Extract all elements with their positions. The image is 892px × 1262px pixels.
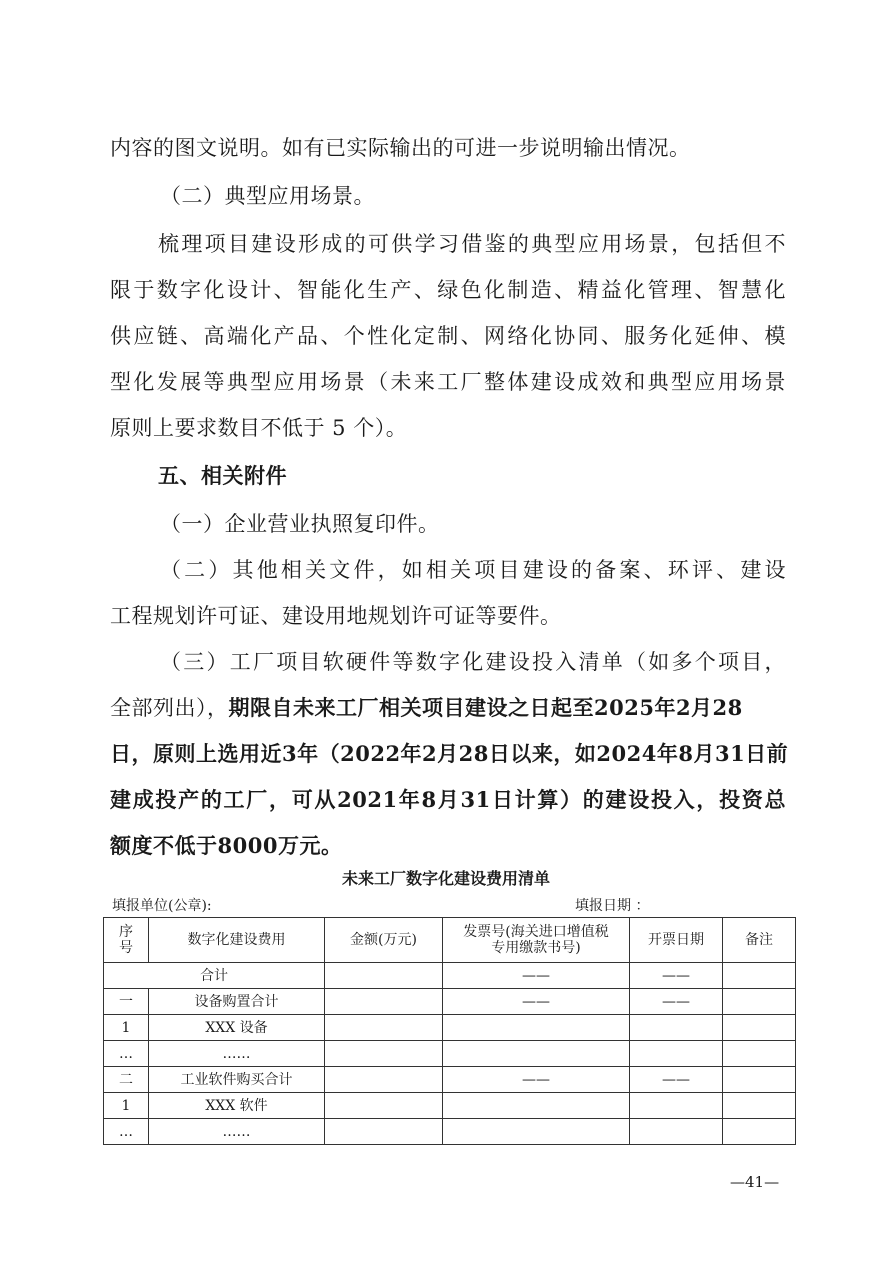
paragraph-bold-line: 日，原则上选用近3年（2022年2月28日以来，如2024年8月31日前 bbox=[110, 741, 789, 766]
paragraph-line: 内容的图文说明。如有已实际输出的可进一步说明输出情况。 bbox=[110, 136, 691, 160]
date-label: 填报日期 ： bbox=[575, 898, 650, 914]
paragraph-bold-text: 期限自未来工厂相关项目建设之日起至2025年2月28 bbox=[228, 695, 743, 720]
cell-invoice: —— bbox=[443, 1067, 630, 1093]
header-note: 备注 bbox=[723, 918, 796, 963]
total-invoice: —— bbox=[443, 963, 630, 989]
section-heading: 五、相关附件 bbox=[158, 463, 287, 488]
table-row bbox=[104, 1015, 796, 1041]
paragraph-line: 供应链、高端化产品、个性化定制、网络化协同、服务化延伸、模 bbox=[110, 324, 786, 348]
cell-amount bbox=[325, 989, 443, 1015]
cell-date: —— bbox=[630, 1067, 723, 1093]
total-label: 合计 bbox=[104, 963, 325, 989]
header-date: 开票日期 bbox=[630, 918, 723, 963]
cell-item: …… bbox=[149, 1119, 325, 1145]
cell-invoice bbox=[443, 1119, 630, 1145]
cell-invoice bbox=[443, 1041, 630, 1067]
header-seq: 序号 bbox=[104, 918, 149, 963]
cell-no: 二 bbox=[104, 1067, 149, 1093]
total-amount bbox=[325, 963, 443, 989]
table-title: 未来工厂数字化建设费用清单 bbox=[341, 869, 550, 888]
cell-item: …… bbox=[149, 1041, 325, 1067]
list-item: （一）企业营业执照复印件。 bbox=[160, 512, 440, 536]
table-row bbox=[104, 1041, 796, 1067]
header-invoice: 发票号(海关进口增值税专用缴款书号) bbox=[443, 918, 630, 963]
cell-item: XXX 软件 bbox=[149, 1093, 325, 1119]
cell-date bbox=[630, 1093, 723, 1119]
header-item: 数字化建设费用 bbox=[149, 918, 325, 963]
cell-invoice bbox=[443, 1093, 630, 1119]
table-row bbox=[104, 1119, 796, 1145]
cell-note bbox=[723, 1041, 796, 1067]
list-item: （三）工厂项目软硬件等数字化建设投入清单（如多个项目， bbox=[160, 650, 786, 674]
cell-note bbox=[723, 1093, 796, 1119]
paragraph-bold-line: 建成投产的工厂，可从2021年8月31日计算）的建设投入，投资总 bbox=[110, 787, 786, 812]
cell-amount bbox=[325, 1041, 443, 1067]
cell-date bbox=[630, 1015, 723, 1041]
cell-no: … bbox=[104, 1119, 149, 1145]
paragraph-line: 限于数字化设计、智能化生产、绿色化制造、精益化管理、智慧化 bbox=[110, 278, 786, 302]
paragraph-line: 型化发展等典型应用场景（未来工厂整体建设成效和典型应用场景 bbox=[110, 370, 786, 394]
header-amount: 金额(万元) bbox=[325, 918, 443, 963]
cell-no: 一 bbox=[104, 989, 149, 1015]
paragraph-normal-text: 全部列出）， bbox=[110, 696, 229, 720]
table-row bbox=[104, 989, 796, 1015]
cell-item: 工业软件购买合计 bbox=[149, 1067, 325, 1093]
page-number: —41— bbox=[730, 1173, 780, 1191]
cell-item: XXX 设备 bbox=[149, 1015, 325, 1041]
section-subheading: （二）典型应用场景。 bbox=[160, 184, 375, 208]
cell-no: 1 bbox=[104, 1093, 149, 1119]
paragraph-line: 梳理项目建设形成的可供学习借鉴的典型应用场景，包括但不 bbox=[158, 232, 786, 256]
table-header-row bbox=[104, 918, 796, 963]
cell-note bbox=[723, 989, 796, 1015]
cell-no: … bbox=[104, 1041, 149, 1067]
cell-date bbox=[630, 1041, 723, 1067]
cell-item: 设备购置合计 bbox=[149, 989, 325, 1015]
cell-invoice bbox=[443, 1015, 630, 1041]
cell-note bbox=[723, 1067, 796, 1093]
table-row bbox=[104, 1067, 796, 1093]
paragraph-bold-line: 额度不低于8000万元。 bbox=[110, 833, 343, 858]
cell-amount bbox=[325, 1093, 443, 1119]
cell-note bbox=[723, 1119, 796, 1145]
cell-amount bbox=[325, 1119, 443, 1145]
cell-no: 1 bbox=[104, 1015, 149, 1041]
table-row-total bbox=[104, 963, 796, 989]
cell-amount bbox=[325, 1067, 443, 1093]
unit-label: 填报单位(公章): bbox=[112, 898, 212, 914]
paragraph-line bbox=[110, 692, 743, 722]
paragraph-line: 工程规划许可证、建设用地规划许可证等要件。 bbox=[110, 604, 562, 628]
cell-note bbox=[723, 1015, 796, 1041]
list-item: （二）其他相关文件，如相关项目建设的备案、环评、建设 bbox=[160, 558, 786, 582]
cell-invoice: —— bbox=[443, 989, 630, 1015]
cell-date bbox=[630, 1119, 723, 1145]
total-date: —— bbox=[630, 963, 723, 989]
cell-date: —— bbox=[630, 989, 723, 1015]
table-row bbox=[104, 1093, 796, 1119]
cost-table bbox=[103, 917, 796, 1145]
total-note bbox=[723, 963, 796, 989]
cell-amount bbox=[325, 1015, 443, 1041]
paragraph-line: 原则上要求数目不低于 5 个）。 bbox=[110, 416, 408, 440]
